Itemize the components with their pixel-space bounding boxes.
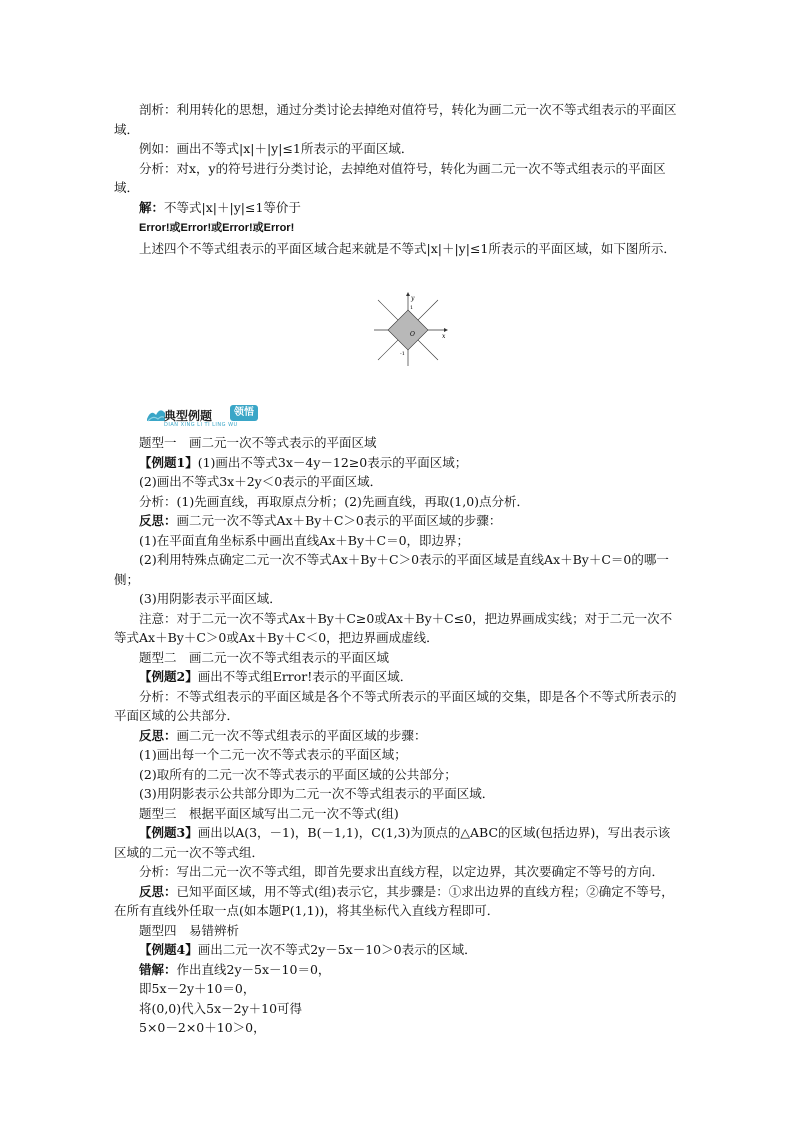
example-1-part-2: (2)画出不等式3x＋2y＜0表示的平面区域．	[139, 474, 383, 489]
reflection-1	[114, 511, 682, 531]
example-1-text: (1)画出不等式3x－4y－12≥0表示的平面区域；	[197, 454, 468, 470]
step-2-2: (2)取所有的二元一次不等式表示的平面区域的公共部分；	[139, 766, 457, 782]
example-1-label: 【例题1】	[139, 454, 198, 470]
note-paragraph: 注意：对于二元一次不等式Ax＋By＋C≥0或Ax＋By＋C≤0，把边界画成实线；对于二元一次不等式Ax＋By＋C＞0或Ax＋By＋C＜0，把边界画成虚线．	[114, 610, 673, 645]
step-1: (1)在平面直角坐标系中画出直线Ax＋By＋C＝0，即边界；	[139, 532, 470, 548]
example-3-label: 【例题3】	[139, 825, 198, 840]
section-banner	[146, 403, 272, 431]
y-axis-arrow	[406, 292, 410, 296]
x-axis-label: x	[442, 333, 446, 340]
error-placeholder-line	[114, 217, 682, 239]
example-2-text: 画出不等式组Error!表示的平面区域．	[197, 669, 413, 684]
examples-section	[114, 433, 682, 1038]
banner-tag: 领悟	[230, 405, 258, 421]
wrong-solution-text: 作出直线2y－5x－10＝0，	[176, 961, 331, 977]
reflection-3-label: 反思：	[139, 883, 177, 899]
topic-heading-4: 题型四 易错辨析	[139, 922, 240, 938]
banner-subtitle: DIAN XING LI TI LING WU	[164, 422, 238, 428]
reflection-3	[114, 882, 682, 921]
wrong-solution-label: 错解：	[139, 961, 177, 977]
tick-label-neg1: -1	[400, 351, 405, 357]
step-3: (3)用阴影表示平面区域．	[139, 591, 282, 606]
wrong-solution-step-3: 5×0－2×0＋10＞0，	[139, 1020, 266, 1035]
wave-icon	[146, 403, 166, 423]
example-3	[114, 823, 682, 862]
conclusion-paragraph: 上述四个不等式组表示的平面区域合起来就是不等式|x|＋|y|≤1所表示的平面区域，如下图所示．	[139, 240, 676, 256]
error-placeholder-text: Error!或Error!或Error!或Error!	[139, 222, 295, 234]
reflection-2	[114, 726, 682, 746]
topic-heading-3: 题型三 根据平面区域写出二元一次不等式(组)	[139, 805, 399, 821]
analysis-paragraph-2: 分析：对x，y的符号进行分类讨论，去掉绝对值符号，转化为画二元一次不等式组表示的平面区域．	[114, 160, 666, 195]
example-4-label: 【例题4】	[139, 942, 198, 957]
step-2-3: (3)用阴影表示公共部分即为二元一次不等式组表示的平面区域．	[139, 786, 495, 801]
example-1	[114, 453, 682, 473]
example-4-text: 画出二元一次不等式2y－5x－10＞0表示的区域．	[197, 942, 477, 957]
wrong-solution	[114, 960, 682, 980]
step-2-1: (1)画出每一个二元一次不等式表示的平面区域；	[139, 747, 407, 762]
reflection-2-label: 反思：	[139, 727, 177, 743]
analysis-paragraph: 剖析：利用转化的思想，通过分类讨论去掉绝对值符号，转化为画二元一次不等式组表示的平面区域．	[114, 102, 677, 137]
example-paragraph: 例如：画出不等式|x|＋|y|≤1所表示的平面区域．	[139, 141, 414, 156]
intro-section	[114, 100, 682, 258]
topic-heading-2: 题型二 画二元一次不等式组表示的平面区域	[139, 649, 390, 665]
example-3-text: 画出以A(3，－1)，B(－1,1)，C(1,3)为顶点的△ABC的区域(包括边界)，写出表示该区域的二元一次不等式组．	[114, 825, 671, 860]
example-3-analysis: 分析：写出二元一次不等式组，即首先要求出直线方程，以定边界，其次要确定不等号的方向．	[139, 864, 665, 879]
solution-label: 解：	[139, 199, 165, 215]
step-2: (2)利用特殊点确定二元一次不等式Ax＋By＋C＞0表示的平面区域是直线Ax＋By＋C＝0的哪一侧；	[114, 552, 669, 587]
reflection-1-text: 画二元一次不等式Ax＋By＋C＞0表示的平面区域的步骤：	[176, 513, 502, 528]
example-2-label: 【例题2】	[139, 669, 198, 684]
solution-text: 不等式|x|＋|y|≤1等价于	[164, 199, 301, 215]
example-1-analysis: 分析：(1)先画直线，再取原点分析；(2)先画直线，再取(1,0)点分析．	[139, 493, 530, 509]
reflection-3-text: 已知平面区域，用不等式(组)表示它，其步骤是：①求出边界的直线方程；②确定不等号，在所有直线外任取一点(如本题P(1,1))，将其坐标代入直线方程即可．	[114, 883, 674, 918]
wrong-solution-step-1: 即5x－2y＋10＝0，	[139, 981, 256, 996]
origin-label: O	[410, 331, 415, 338]
example-2	[114, 667, 682, 687]
example-4	[114, 940, 682, 960]
reflection-2-text: 画二元一次不等式组表示的平面区域的步骤：	[176, 727, 427, 743]
reflection-1-label: 反思：	[139, 513, 177, 528]
solution-paragraph	[114, 198, 682, 218]
wrong-solution-step-2: 将(0,0)代入5x－2y＋10可得	[139, 1000, 303, 1016]
example-2-analysis: 分析：不等式组表示的平面区域是各个不等式所表示的平面区域的交集，即是各个不等式所表示的平面区域的公共部分．	[114, 688, 677, 723]
banner-title: 典型例题	[164, 409, 213, 423]
y-axis-label: y	[411, 295, 415, 302]
tick-label-1: 1	[410, 305, 414, 311]
diamond-region-figure	[372, 292, 448, 368]
topic-heading-1: 题型一 画二元一次不等式表示的平面区域	[139, 435, 377, 450]
x-axis-arrow	[444, 328, 448, 332]
